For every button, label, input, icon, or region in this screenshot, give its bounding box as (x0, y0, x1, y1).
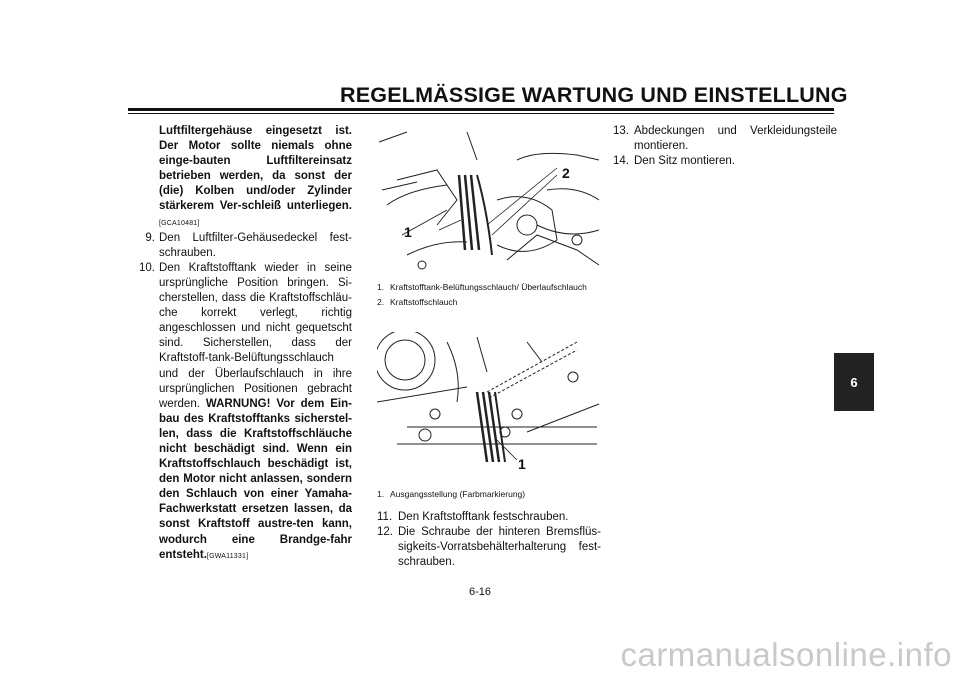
column-right (613, 124, 837, 169)
figure1-caption (377, 282, 601, 311)
step-number: 9. (142, 231, 155, 244)
step-text: Abdeckungen und Verkleidungsteile montieren. (634, 125, 837, 153)
warning-text: WARNUNG! Vor dem Ein-bau des Kraftstofftanks sicherstel-len, dass die Kraftstoffschläuche nicht beschädigt sind. Wenn ein Kraftstoffschlauch beschädigt ist, den Motor nicht anlassen, sondern den Schlauch von einer Yamaha-Fachwerkstatt ersetzen lassen, da sonst Kraftstoff austre-ten kann, wodurch eine Brandge-fahr entsteht. (159, 397, 352, 561)
step-text: Den Luftfilter-Gehäusedeckel fest-schrauben. (159, 231, 352, 259)
step-number: 14. (613, 155, 629, 168)
step-12 (377, 525, 601, 570)
figure-hose-position (377, 332, 601, 480)
warning-reference: [GWA11331] (206, 552, 249, 560)
step-number: 12. (377, 526, 393, 539)
caption-text: Ausgangsstellung (Farbmarkierung) (390, 489, 526, 499)
caption-number: 1. (377, 282, 385, 292)
step-10 (128, 261, 352, 564)
header-rule (128, 108, 834, 111)
step-14 (613, 154, 837, 169)
step-number: 11. (377, 511, 393, 523)
caption-item (377, 282, 601, 293)
step-number: 10. (139, 261, 155, 274)
step-text: Den Kraftstofftank wieder in seine ursprüngliche Position bringen. Si-cherstellen, dass die Kraftstoffschläu-che korrekt verlegt, richtig angeschlossen und nicht gequetscht sind. Sicherstellen, dass der Kraftstoff-tank-Belüftungsschlauch und der Überlaufschlauch in ihre ursprünglichen Positionen gebracht werden. WARNUNG! Vor dem Ein-bau des Kraftstofftanks sicherstel-len, dass die Kraftstoffschläuche nicht beschädigt sind. Wenn ein Kraftstoffschlauch beschädigt ist, den Motor nicht anlassen, sondern den Schlauch von einer Yamaha-Fachwerkstatt ersetzen lassen, da sonst Kraftstoff austre-ten kann, wodurch eine Brandge-fahr entsteht.[GWA11331] (159, 261, 352, 561)
step-13 (613, 124, 837, 154)
caption-number: 1. (377, 489, 385, 499)
header-rule-thin (128, 113, 834, 114)
step-11 (377, 510, 601, 525)
column-left (128, 124, 352, 564)
figure2-caption (377, 489, 601, 504)
step-text: Den Sitz montieren. (634, 155, 735, 168)
step-9 (128, 231, 352, 261)
page-header-title: REGELMÄSSIGE WARTUNG UND EINSTELLUNG (340, 83, 848, 107)
caution-reference: [GCA10481] (159, 219, 200, 227)
column-middle (377, 510, 601, 570)
caption-item (377, 297, 601, 308)
step-text: Die Schraube der hinteren Bremsflüs-sigkeits-Vorratsbehälterhalterung fest-schrauben. (398, 526, 601, 569)
caption-text: Kraftstofftank-Belüftungsschlauch/ Überlaufschlauch (390, 282, 587, 292)
caption-number: 2. (377, 296, 385, 307)
warning-continuation: Luftfiltergehäuse eingesetzt ist. Der Motor sollte niemals ohne einge-bauten Luftfiltereinsatz betrieben werden, da sonst der (die) Kolben und/oder Zylinder stärkerem Ver-schleiß unterliegen.[GCA10481] (159, 125, 352, 227)
figure2-label-1: 1 (518, 456, 526, 472)
caption-item (377, 489, 601, 500)
chapter-tab: 6 (834, 353, 874, 411)
step-text: Den Kraftstofftank festschrauben. (398, 511, 569, 523)
figure-fuel-hoses (377, 130, 601, 270)
figure1-label-2: 2 (562, 165, 570, 181)
step-number: 13. (613, 125, 629, 137)
figure1-label-1: 1 (404, 224, 412, 240)
page-number: 6-16 (468, 586, 492, 598)
caption-text: Kraftstoffschlauch (390, 296, 458, 307)
watermark: carmanualsonline.info (620, 636, 952, 673)
